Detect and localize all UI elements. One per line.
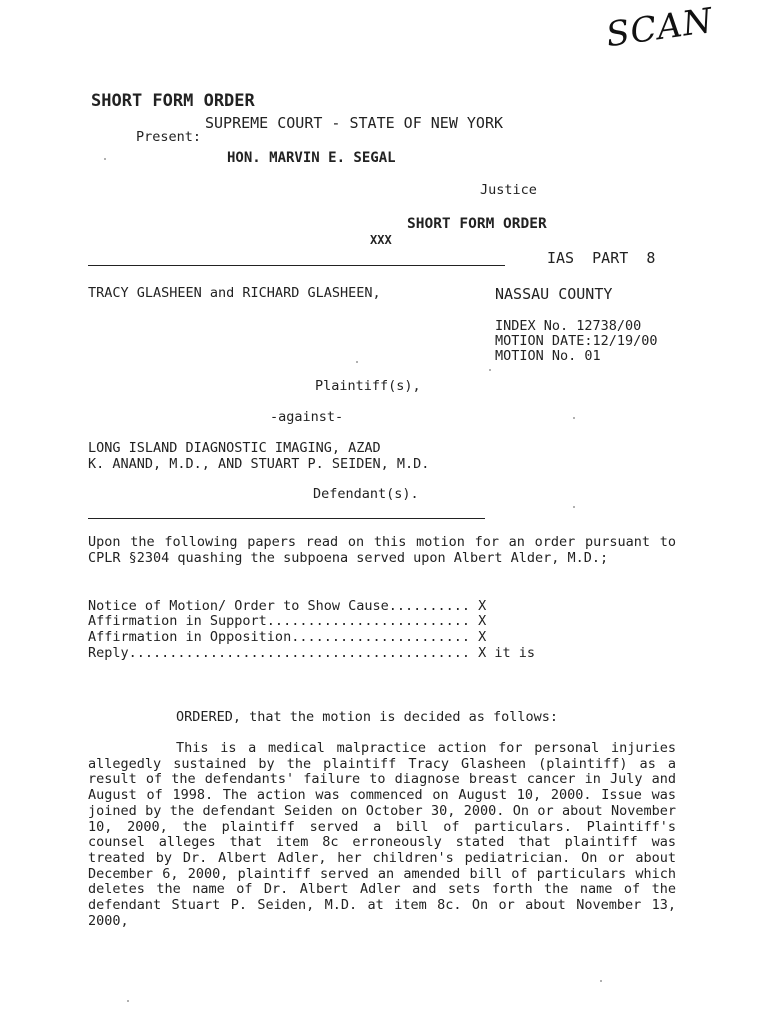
against-label: -against- bbox=[270, 409, 344, 425]
scan-speck bbox=[104, 158, 106, 160]
defendants-line-2: K. ANAND, M.D., AND STUART P. SEIDEN, M.D. bbox=[88, 456, 430, 472]
caption-top-rule bbox=[88, 265, 505, 266]
papers-item-label: Reply.......................................... bbox=[88, 645, 471, 661]
present-label: Present: bbox=[136, 129, 202, 145]
papers-item-reply bbox=[88, 645, 535, 661]
papers-item-mark: X bbox=[478, 629, 487, 645]
form-title: SHORT FORM ORDER bbox=[91, 91, 255, 111]
plaintiff-label: Plaintiff(s), bbox=[315, 378, 421, 394]
scan-speck bbox=[489, 369, 491, 371]
xxx-marker: XXX bbox=[370, 233, 392, 247]
papers-intro: Upon the following papers read on this motion for an order pursuant to CPLR §2304 quashing the subpoena served upon Albert Alder, M.D.; bbox=[88, 534, 676, 566]
scan-speck bbox=[127, 1000, 129, 1002]
papers-item-opposition bbox=[88, 629, 486, 645]
decision-paragraph: This is a medical malpractice action for personal injuries allegedly sustained by the plaintiff Tracy Glasheen (plaintiff) as a result of the defendants' failure to diagnose breast cancer in July and August of 1998. The action was commenced on August 10, 2000. Issue was joined by the defendant Seiden on October 30, 2000. On or about November 10, 2000, the plaintiff served a bill of particulars. Plaintiff's counsel alleges that item 8c erroneously stated that plaintiff was treated by Dr. Albert Adler, her children's pediatrician. On or about December 6, 2000, plaintiff served an amended bill of particulars which deletes the name of Dr. Albert Adler and sets forth the name of the defendant Stuart P. Seiden, M.D. at item 8c. On or about November 13, 2000, bbox=[88, 740, 676, 929]
judge-name: HON. MARVIN E. SEGAL bbox=[227, 150, 396, 166]
county-name: NASSAU COUNTY bbox=[495, 285, 613, 303]
motion-number: MOTION No. 01 bbox=[495, 348, 601, 364]
papers-item-mark: X bbox=[478, 613, 487, 629]
papers-item-notice bbox=[88, 598, 486, 614]
papers-item-mark: X it is bbox=[478, 645, 536, 661]
papers-item-label: Notice of Motion/ Order to Show Cause.......... bbox=[88, 598, 471, 614]
papers-item-label: Affirmation in Opposition...................... bbox=[88, 629, 471, 645]
motion-date: MOTION DATE:12/19/00 bbox=[495, 333, 658, 349]
papers-item-support bbox=[88, 613, 486, 629]
papers-item-mark: X bbox=[478, 598, 487, 614]
scan-speck bbox=[356, 361, 358, 363]
scan-stamp: SCAN bbox=[603, 0, 716, 56]
ordered-line: ORDERED, that the motion is decided as follows: bbox=[176, 709, 559, 725]
caption-bottom-rule bbox=[88, 518, 485, 519]
papers-item-label: Affirmation in Support......................... bbox=[88, 613, 471, 629]
plaintiffs-names: TRACY GLASHEEN and RICHARD GLASHEEN, bbox=[88, 285, 381, 301]
form-title-right: SHORT FORM ORDER bbox=[407, 216, 547, 232]
scan-speck bbox=[573, 417, 575, 419]
defendants-line-1: LONG ISLAND DIAGNOSTIC IMAGING, AZAD bbox=[88, 440, 381, 456]
court-name: SUPREME COURT - STATE OF NEW YORK bbox=[205, 114, 504, 132]
scan-speck bbox=[573, 506, 575, 508]
scan-speck bbox=[600, 980, 602, 982]
index-number: INDEX No. 12738/00 bbox=[495, 318, 642, 334]
judge-title: Justice bbox=[480, 182, 537, 198]
defendant-label: Defendant(s). bbox=[313, 486, 419, 502]
ias-part: IAS PART 8 bbox=[547, 249, 656, 267]
